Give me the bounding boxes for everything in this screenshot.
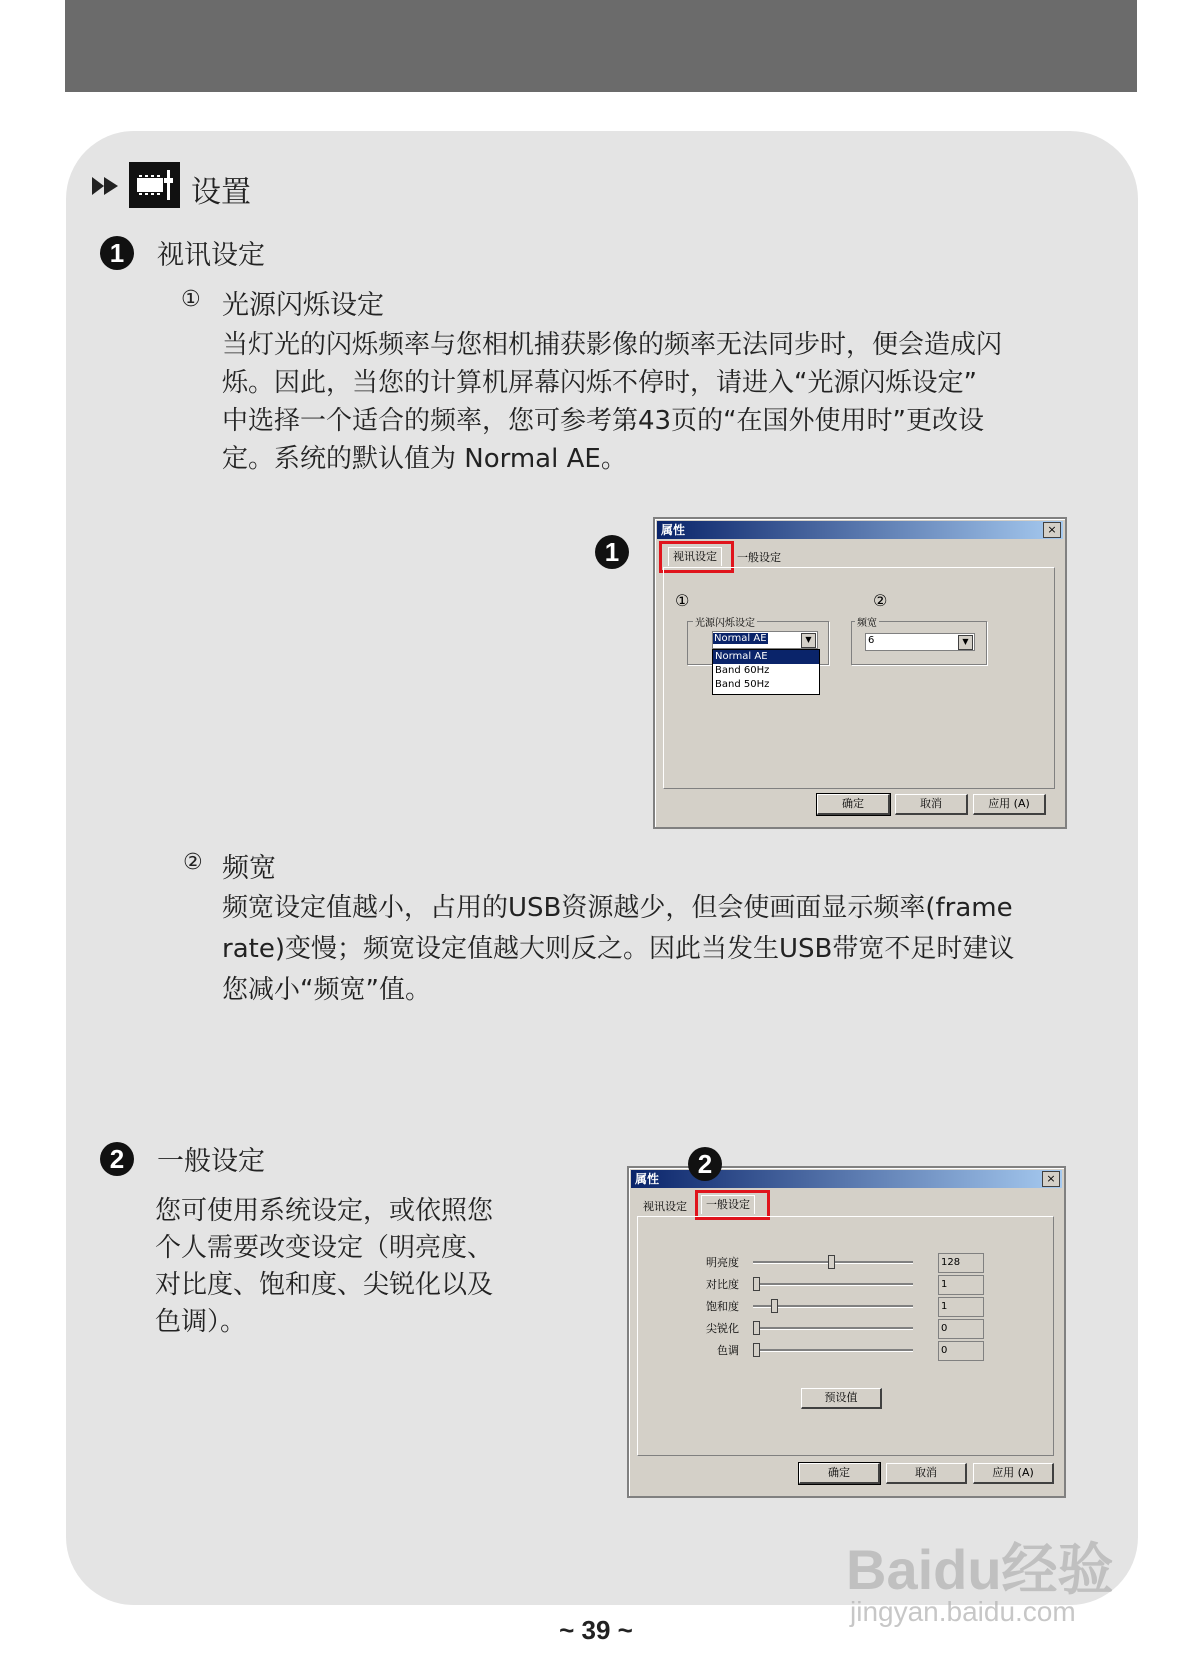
slider-track[interactable] [753,1349,913,1352]
bandwidth-select[interactable] [865,633,975,651]
flicker-label: 光源闪烁设定 [693,614,757,629]
sub2-line: 频宽设定值越小，占用的USB资源越少，但会使画面显示频率(frame [222,893,1013,923]
properties-dialog-general [627,1166,1066,1498]
close-icon[interactable]: × [1042,1171,1060,1187]
flicker-selected-value: Normal AE [714,633,767,644]
slider-label: 饱和度 [706,1300,739,1313]
page-number: ~ 39 ~ [559,1615,633,1645]
slider-value: 1 [938,1275,984,1295]
apply-button[interactable]: 应用 (A) [973,1463,1054,1484]
preset-button[interactable]: 预设值 [801,1388,882,1409]
settings-icon [129,162,180,208]
properties-dialog-video [653,517,1067,829]
ok-button[interactable]: 确定 [817,794,890,815]
section-1-badge: 1 [100,236,134,270]
section-title: 设置 [191,175,251,210]
flicker-option[interactable]: Normal AE [713,650,819,664]
sub1-title: 光源闪烁设定 [222,290,384,321]
bandwidth-value: 6 [868,635,875,646]
sub1-marker: ① [181,287,201,312]
section-2-line: 您可使用系统设定，或依照您 [155,1196,494,1226]
section-2-line: 对比度、饱和度、尖锐化以及 [155,1270,494,1300]
slider-label: 色调 [717,1344,739,1357]
sub2-marker: ② [183,850,203,875]
slider-label: 对比度 [706,1278,739,1291]
sub1-line: 当灯光的闪烁频率与您相机捕获影像的频率无法同步时，便会造成闪 [222,330,1003,360]
section-2-paragraph [155,1193,555,1341]
slider-thumb[interactable] [753,1343,760,1357]
sub2-line: 您减小“频宽”值。 [222,975,431,1005]
section-2-title: 一般设定 [157,1146,265,1177]
tab-general-settings[interactable]: 一般设定 [701,1195,755,1214]
section-2-line: 个人需要改变设定（明亮度、 [155,1233,494,1263]
flicker-option[interactable]: Band 50Hz [715,679,770,690]
cancel-button[interactable]: 取消 [886,1463,967,1484]
tab-video-settings[interactable]: 视讯设定 [668,547,722,566]
dialog-1-callout: 1 [595,535,629,569]
section-2-line: 色调）。 [155,1307,247,1337]
chevron-down-icon[interactable]: ▼ [801,633,816,648]
ok-button[interactable]: 确定 [799,1463,880,1484]
group1-marker: ① [675,591,690,610]
header-bar [65,0,1137,92]
flicker-dropdown-list [712,649,820,695]
slider-label: 明亮度 [706,1256,739,1269]
slider-label: 尖锐化 [706,1322,739,1335]
arrow-icon [92,175,122,201]
sub1-line: 中选择一个适合的频率，您可参考第43页的“在国外使用时”更改设 [222,406,985,436]
section-2-badge: 2 [100,1142,134,1176]
bandwidth-label: 频宽 [855,614,879,629]
tab-pane [637,1216,1054,1456]
flicker-select[interactable] [712,631,818,649]
slider-value: 128 [938,1253,984,1273]
slider-value: 1 [938,1297,984,1317]
close-icon[interactable]: × [1043,522,1061,538]
flicker-option[interactable]: Band 60Hz [715,665,770,676]
slider-thumb[interactable] [828,1255,835,1269]
sub2-line: rate)变慢；频宽设定值越大则反之。因此当发生USB带宽不足时建议 [222,934,1015,964]
tab-general-settings[interactable]: 一般设定 [733,549,785,567]
sub1-paragraph [222,326,1072,478]
sub2-paragraph [222,888,1082,1011]
slider-thumb[interactable] [771,1299,778,1313]
slider-thumb[interactable] [753,1277,760,1291]
sub1-line: 烁。因此，当您的计算机屏幕闪烁不停时，请进入“光源闪烁设定” [222,368,977,398]
slider-track[interactable] [753,1327,913,1330]
dialog-title: 属性 [657,521,1063,539]
dialog-2-callout: 2 [688,1147,722,1181]
slider-thumb[interactable] [753,1321,760,1335]
chevron-down-icon[interactable]: ▼ [958,635,973,650]
tab-video-settings[interactable]: 视讯设定 [639,1198,691,1216]
sub2-title: 频宽 [222,853,276,884]
apply-button[interactable]: 应用 (A) [973,794,1046,815]
watermark-brand: Baidu经验 [846,1538,1114,1601]
cancel-button[interactable]: 取消 [895,794,968,815]
dialog-title: 属性 [631,1170,1062,1188]
slider-value: 0 [938,1341,984,1361]
sub1-line: 定。系统的默认值为 Normal AE。 [222,444,627,474]
slider-track[interactable] [753,1283,913,1286]
slider-value: 0 [938,1319,984,1339]
section-1-title: 视讯设定 [157,240,265,271]
watermark-url: jingyan.baidu.com [850,1596,1076,1627]
group2-marker: ② [873,591,888,610]
